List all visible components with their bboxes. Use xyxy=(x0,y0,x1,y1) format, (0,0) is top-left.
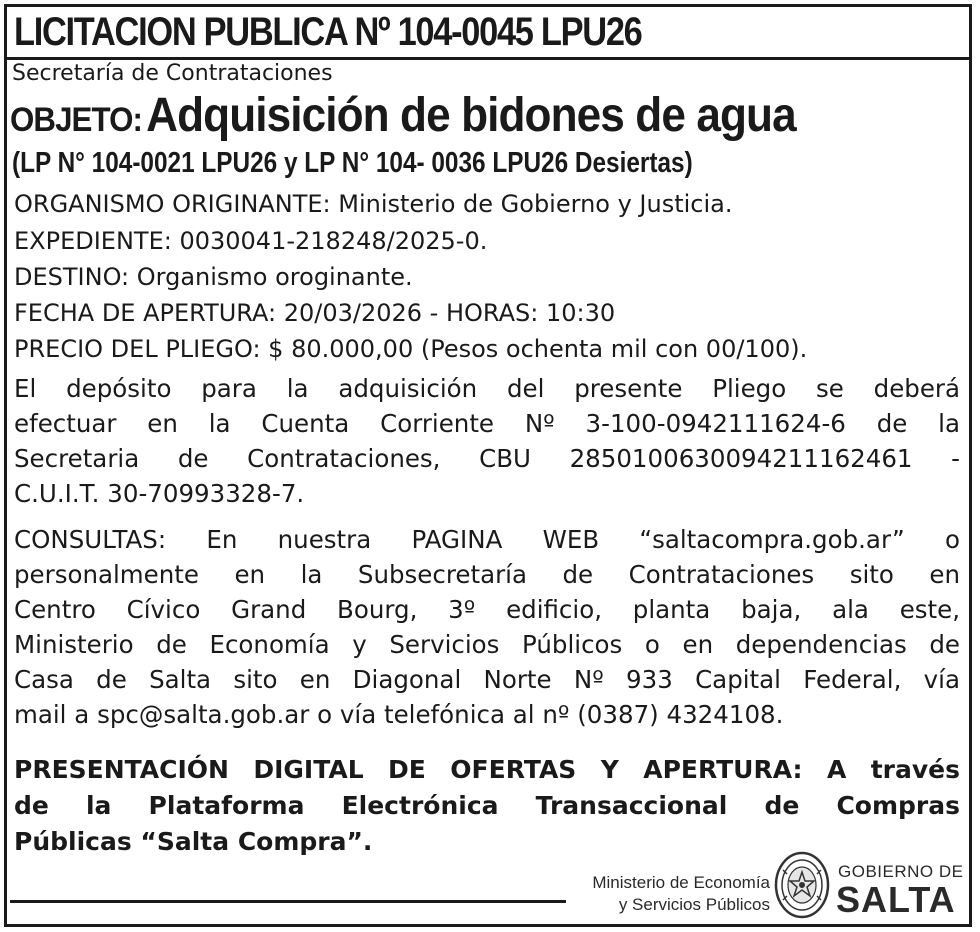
deposito-line: C.U.I.T. 30-70993328-7. xyxy=(14,479,305,508)
consultas-line: CONSULTAS: En nuestra PAGINA WEB “saltacompra.gob.ar” o xyxy=(14,525,960,554)
objeto-text: Adquisición de bidones de agua xyxy=(146,89,796,142)
ministerio-logo-text xyxy=(592,872,770,916)
consultas-line: Casa de Salta sito en Diagonal Norte Nº 933 Capital Federal, vía xyxy=(14,665,960,694)
organismo-line: ORGANISMO ORIGINANTE: Ministerio de Gobierno y Justicia. xyxy=(14,190,733,218)
presentacion-line: Públicas “Salta Compra”. xyxy=(14,827,373,856)
consultas-line: personalmente en la Subsecretaría de Contrataciones sito en xyxy=(14,560,960,589)
secretaria-line: Secretaría de Contrataciones xyxy=(12,61,333,86)
objeto-subtitle: (LP N° 104-0021 LPU26 y LP N° 104- 0036 LPU26 Desiertas) xyxy=(12,147,693,179)
salta-label: SALTA xyxy=(836,879,956,920)
presentacion-paragraph xyxy=(14,752,960,860)
gobierno-label: GOBIERNO DE xyxy=(838,862,964,881)
consultas-paragraph xyxy=(14,522,960,732)
deposito-line: El depósito para la adquisición del presente Pliego se deberá xyxy=(14,374,960,403)
footer-rule xyxy=(10,900,566,903)
provincial-seal-icon xyxy=(773,850,831,920)
presentacion-line: PRESENTACIÓN DIGITAL DE OFERTAS Y APERTURA: A través xyxy=(14,755,960,784)
fecha-line: FECHA DE APERTURA: 20/03/2026 - HORAS: 10:30 xyxy=(14,299,616,327)
consultas-line: Ministerio de Economía y Servicios Públicos o en dependencias de xyxy=(14,630,960,659)
presentacion-line: de la Plataforma Electrónica Transaccional de Compras xyxy=(14,791,960,820)
ministerio-line-1: Ministerio de Economía xyxy=(592,873,770,892)
deposito-paragraph xyxy=(14,371,960,511)
title-bar xyxy=(4,4,972,60)
objeto-label: OBJETO: xyxy=(10,101,143,139)
destino-line: DESTINO: Organismo oroginante. xyxy=(14,263,413,291)
deposito-line: efectuar en la Cuenta Corriente Nº 3-100-0942111624-6 de la xyxy=(14,409,960,438)
deposito-line: Secretaria de Contrataciones, CBU 2850100630094211162461 - xyxy=(14,444,960,473)
consultas-line: Centro Cívico Grand Bourg, 3º edificio, planta baja, ala este, xyxy=(14,595,960,624)
notice-title: LICITACION PUBLICA Nº 104-0045 LPU26 xyxy=(14,10,642,54)
expediente-line: EXPEDIENTE: 0030041-218248/2025-0. xyxy=(14,227,488,255)
ministerio-line-2: y Servicios Públicos xyxy=(618,895,770,914)
consultas-line: mail a spc@salta.gob.ar o vía telefónica al nº (0387) 4324108. xyxy=(14,700,784,729)
precio-line: PRECIO DEL PLIEGO: $ 80.000,00 (Pesos ochenta mil con 00/100). xyxy=(14,335,808,363)
objeto-heading xyxy=(10,88,796,143)
